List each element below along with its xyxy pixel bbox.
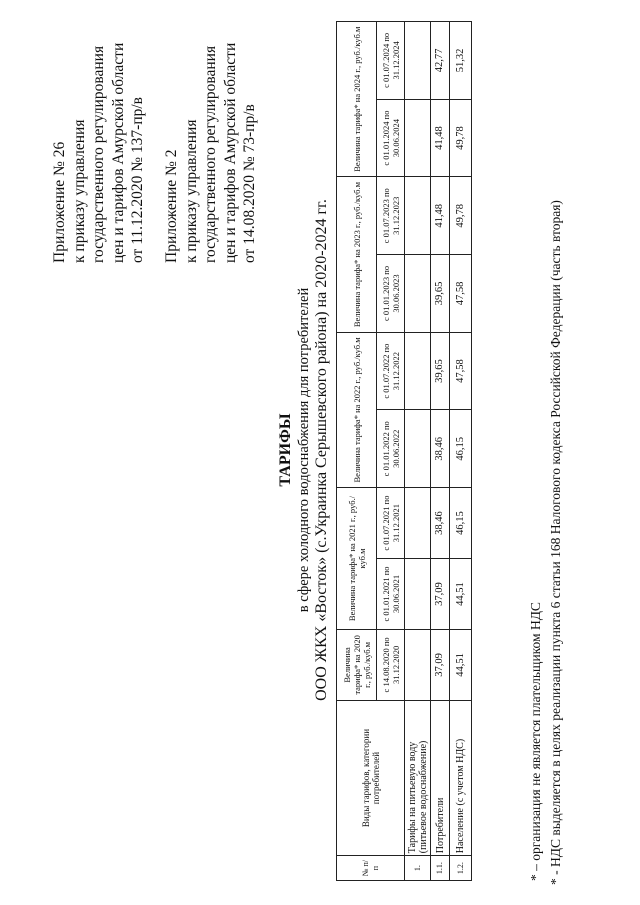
appendix-26-line: государственного регулирования [90, 45, 107, 263]
tariff-value: 49,78 [450, 177, 472, 255]
tariff-value: 46,15 [450, 410, 472, 488]
footnotes [526, 200, 566, 885]
appendix-26-line: к приказу управления [70, 119, 88, 263]
period-2021-h1: с 01.01.2021 по 30.06.2021 [377, 559, 405, 630]
tariff-value: 39,65 [431, 332, 450, 410]
header-year-2024: Величина тарифа* на 2024 г., руб./куб.м [337, 22, 377, 177]
tariff-value: 47,58 [450, 255, 472, 333]
appendix-2-line: государственного регулирования [202, 45, 219, 263]
row-number: 1.1. [431, 856, 450, 881]
period-2021-h2: с 01.07.2021 по 31.12.2021 [377, 488, 405, 559]
tariff-value: 44,51 [450, 559, 472, 630]
tariff-value: 39,65 [431, 255, 450, 333]
section-label: Тарифы на питьевую воду (питьевое водоснабжение) [405, 700, 431, 855]
appendix-2-line: к приказу управления [182, 119, 200, 263]
title-heading: ТАРИФЫ [277, 413, 294, 487]
header-year-2023: Величина тарифа* на 2023 г., руб./куб.м [337, 177, 377, 332]
footnote-vat-exempt: * – организация не является плательщиком НДС [528, 602, 543, 881]
tariff-value: 47,58 [450, 332, 472, 410]
appendix-26-header [50, 43, 148, 263]
tariff-value: 37,09 [431, 559, 450, 630]
appendix-26-line: от 11.12.2020 № 137-пр/в [129, 97, 146, 263]
table-row [450, 22, 472, 881]
tariff-table [336, 21, 472, 881]
appendix-2-line: Приложение № 2 [163, 149, 180, 263]
period-2024-h1: с 01.01.2024 по 30.06.2024 [377, 99, 405, 177]
row-number: 1.2. [450, 856, 472, 881]
tariff-value: 41,48 [431, 177, 450, 255]
footnote-vat-allocation: * - НДС выделяется в целях реализации пункта 6 статьи 168 Налогового кодекса Российской Федерации (часть вторая) [548, 200, 563, 885]
section-number: 1. [405, 856, 431, 881]
header-number: № п/п [337, 856, 405, 881]
title-organization: ООО ЖКХ «Восток» (с.Украинка Серышевского района) на 2020-2024 гг. [313, 199, 330, 701]
period-2022-h1: с 01.01.2022 по 30.06.2022 [377, 410, 405, 488]
header-year-2022: Величина тарифа* на 2022 г., руб./куб.м [337, 332, 377, 487]
appendix-26-line: Приложение № 26 [51, 141, 68, 263]
document-title [277, 5, 331, 895]
row-label: Потребители [431, 700, 450, 855]
appendix-2-line: цен и тарифов Амурской области [221, 42, 239, 263]
tariff-value: 51,32 [450, 22, 472, 100]
tariff-value: 46,15 [450, 488, 472, 559]
header-year-2020: Величина тарифа* на 2020 г., руб./куб.м [337, 629, 377, 700]
tariff-value: 37,09 [431, 629, 450, 700]
tariff-value: 41,48 [431, 99, 450, 177]
tariff-value: 49,78 [450, 99, 472, 177]
appendix-2-line: от 14.08.2020 № 73-пр/в [241, 104, 258, 263]
header-tariff-type: Виды тарифов, категории потребителей [337, 700, 405, 855]
tariff-value: 42,77 [431, 22, 450, 100]
period-2022-h2: с 01.07.2022 по 31.12.2022 [377, 332, 405, 410]
tariff-value: 38,46 [431, 488, 450, 559]
section-row [405, 22, 431, 881]
period-2020: с 14.08.2020 по 31.12.2020 [377, 629, 405, 700]
row-label: Население (с учетом НДС) [450, 700, 472, 855]
appendix-26-line: цен и тарифов Амурской области [109, 42, 127, 263]
tariff-value: 38,46 [431, 410, 450, 488]
tariff-value: 44,51 [450, 629, 472, 700]
period-2024-h2: с 01.07.2024 по 31.12.2024 [377, 22, 405, 100]
table-row [431, 22, 450, 881]
title-subtitle: в сфере холодного водоснабжения для потребителей [296, 287, 312, 613]
period-2023-h1: с 01.01.2023 по 30.06.2023 [377, 255, 405, 333]
rotated-content [0, 5, 620, 895]
period-2023-h2: с 01.07.2023 по 31.12.2023 [377, 177, 405, 255]
header-year-2021: Величина тарифа* на 2021 г., руб./куб.м [337, 488, 377, 630]
appendix-2-header [162, 43, 260, 263]
